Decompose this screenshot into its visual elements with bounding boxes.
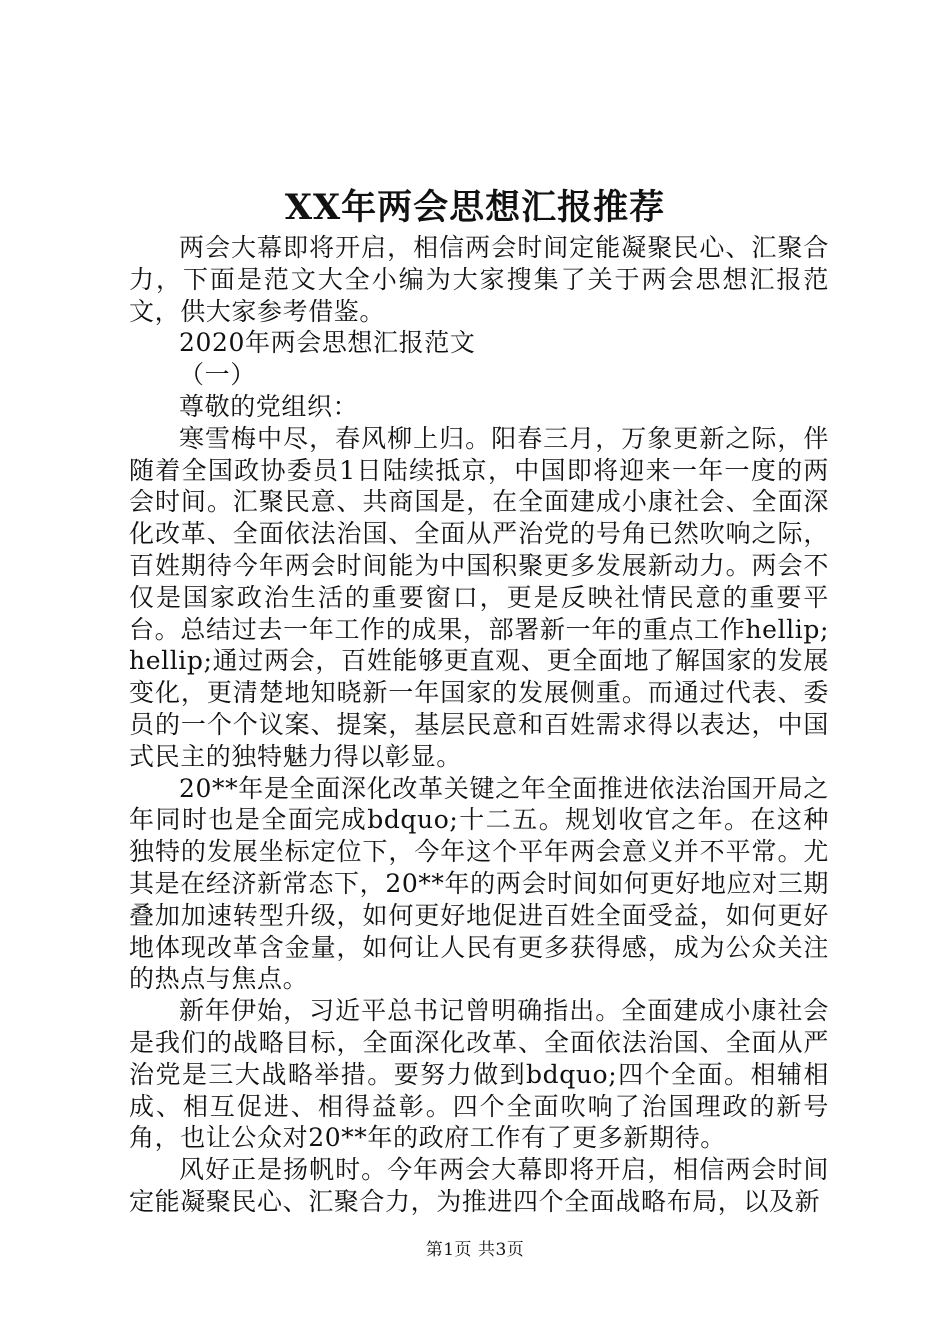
body-paragraph: 寒雪梅中尽，春风柳上归。阳春三月，万象更新之际，伴随着全国政协委员1日陆续抵京，中国即将迎来一年一度的两会时间。汇聚民意、共商国是，在全面建成小康社会、全面深化改革、全面依法治国、全面从严治党的号角已然吹响之际，百姓期待今年两会时间能为中国积聚更多发展新动力。两会不仅是国家政治生活的重要窗口，更是反映社情民意的重要平台。总结过去一年工作的成果，部署新一年的重点工作hellip;hellip;通过两会，百姓能够更直观、更全面地了解国家的发展变化，更清楚地知晓新一年国家的发展侧重。而通过代表、委员的一个个议案、提案，基层民意和百姓需求得以表达，中国式民主的独特魅力得以彰显。 <box>129 423 829 771</box>
document-body <box>129 232 829 1218</box>
body-paragraph: 新年伊始，习近平总书记曾明确指出。全面建成小康社会是我们的战略目标，全面深化改革、全面依法治国、全面从严治党是三大战略举措。要努力做到bdquo;四个全面。相辅相成、相互促进、相得益彰。四个全面吹响了治国理政的新号角，也让公众对20**年的政府工作有了更多新期待。 <box>129 996 829 1153</box>
intro-paragraph: 两会大幕即将开启，相信两会时间定能凝聚民心、汇聚合力，下面是范文大全小编为大家搜集了关于两会思想汇报范文，供大家参考借鉴。 <box>129 233 829 326</box>
section-number: （一） <box>179 360 256 390</box>
salutation: 尊敬的党组织： <box>179 391 359 421</box>
section-heading: 2020年两会思想汇报范文 <box>179 328 476 358</box>
page-footer: 第1页 共3页 <box>425 1240 525 1260</box>
body-paragraph: 20**年是全面深化改革关键之年全面推进依法治国开局之年同时也是全面完成bdquo;十二五。规划收官之年。在这种独特的发展坐标定位下，今年这个平年两会意义并不平常。尤其是在经济新常态下，20**年的两会时间如何更好地应对三期叠加加速转型升级，如何更好地促进百姓全面受益，如何更好地体现改革含金量，如何让人民有更多获得感，成为公众关注的热点与焦点。 <box>129 773 829 994</box>
body-paragraph: 风好正是扬帆时。今年两会大幕即将开启，相信两会时间定能凝聚民心、汇聚合力，为推进四个全面战略布局，以及新 <box>129 1155 829 1216</box>
document-title: XX年两会思想汇报推荐 <box>284 187 666 228</box>
